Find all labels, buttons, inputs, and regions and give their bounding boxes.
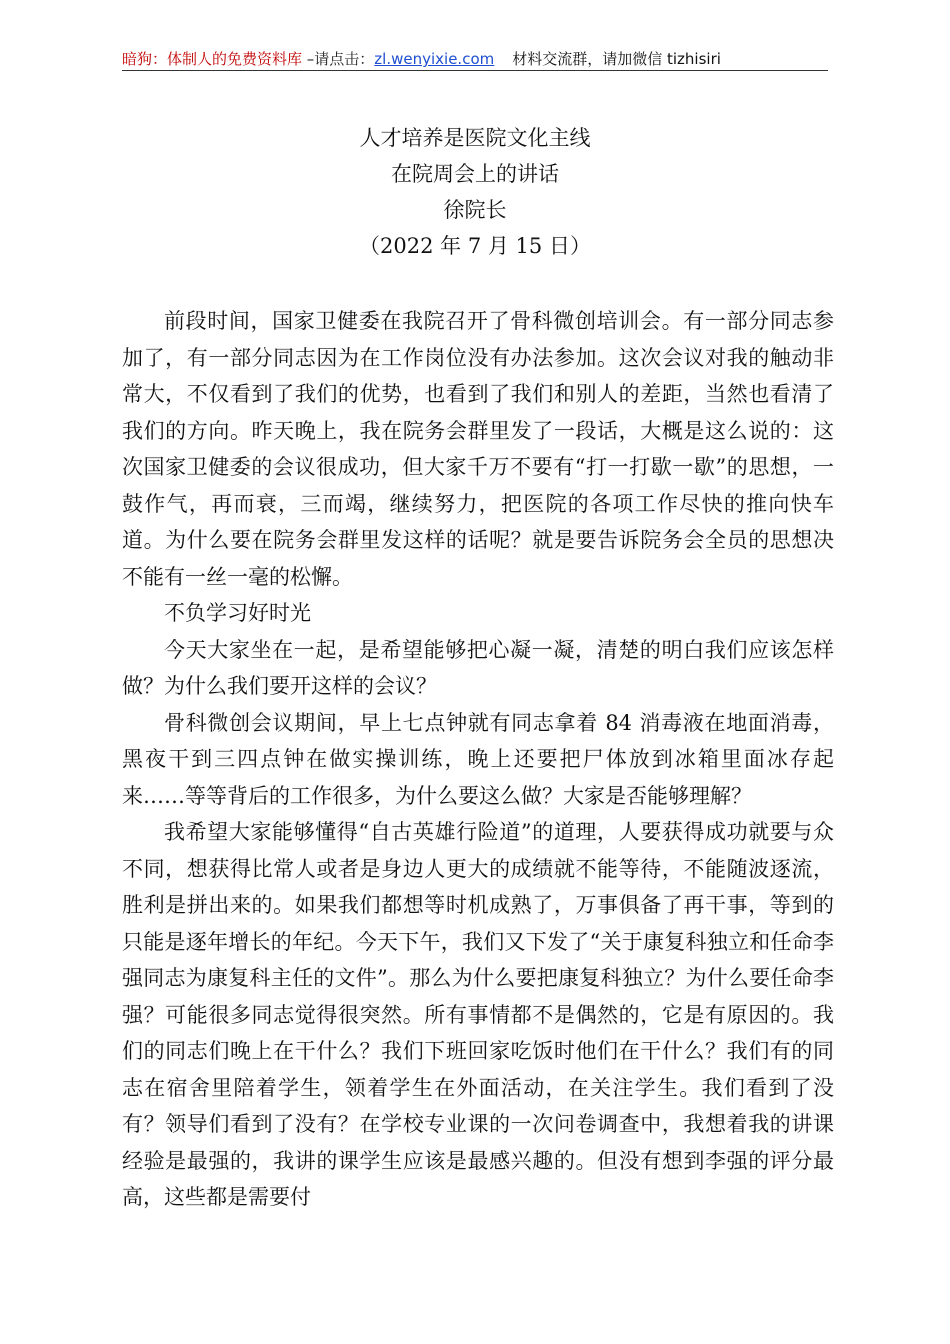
paragraph: 我希望大家能够懂得“自古英雄行险道”的道理，人要获得成功就要与众不同，想获得比常人或者是身边人更大的成绩就不能等待，不能随波逐流，胜利是拼出来的。如果我们都想等时机成熟了，万事俱备了再干事，等到的只能是逐年增长的年纪。今天下午，我们又下发了“关于康复科独立和任命李强同志为康复科主任的文件”。那么为什么要把康复科独立？为什么要任命李强？可能很多同志觉得很突然。所有事情都不是偶然的，它是有原因的。我们的同志们晚上在干什么？我们下班回家吃饭时他们在干什么？我们有的同志在宿舍里陪着学生，领着学生在外面活动，在关注学生。我们看到了没有？领导们看到了没有？在学校专业课的一次问卷调查中，我想着我的讲课经验是最强的，我讲的课学生应该是最感兴趣的。但没有想到李强的评分最高，这些都是需要付 <box>122 820 834 1209</box>
header-brand: 暗狗：体制人的免费资料库 <box>122 50 303 68</box>
title-block <box>120 120 830 264</box>
header-link[interactable]: zl.wenyixie.com <box>374 50 495 68</box>
header-group-note: 材料交流群，请加微信 tizhisiri <box>512 50 721 68</box>
doc-date: （2022 年 7 月 15 日） <box>359 234 591 258</box>
header-prompt: –请点击： <box>302 50 375 68</box>
doc-speaker: 徐院长 <box>443 198 507 222</box>
paragraph: 前段时间，国家卫健委在我院召开了骨科微创培训会。有一部分同志参加了，有一部分同志因为在工作岗位没有办法参加。这次会议对我的触动非常大，不仅看到了我们的优势，也看到了我们和别人的差距，当然也看清了我们的方向。昨天晚上，我在院务会群里发了一段话，大概是这么说的：这次国家卫健委的会议很成功，但大家千万不要有“打一打歇一歇”的思想，一鼓作气，再而衰，三而竭，继续努力，把医院的各项工作尽快的推向快车道。为什么要在院务会群里发这样的话呢？就是要告诉院务会全员的思想决不能有一丝一毫的松懈。 <box>122 309 834 589</box>
doc-subtitle: 在院周会上的讲话 <box>391 162 559 186</box>
paragraph: 今天大家坐在一起，是希望能够把心凝一凝，清楚的明白我们应该怎样做？为什么我们要开这样的会议？ <box>122 637 834 698</box>
section-heading: 不负学习好时光 <box>164 601 311 625</box>
header-divider <box>122 70 828 71</box>
doc-title: 人才培养是医院文化主线 <box>359 126 591 150</box>
paragraph: 骨科微创会议期间，早上七点钟就有同志拿着 84 消毒液在地面消毒，黑夜干到三四点钟在做实操训练，晚上还要把尸体放到冰箱里面冰存起来……等等背后的工作很多，为什么要这么做？大家是否能够理解？ <box>122 710 834 808</box>
page-header <box>122 46 828 72</box>
document-body <box>122 303 834 1216</box>
